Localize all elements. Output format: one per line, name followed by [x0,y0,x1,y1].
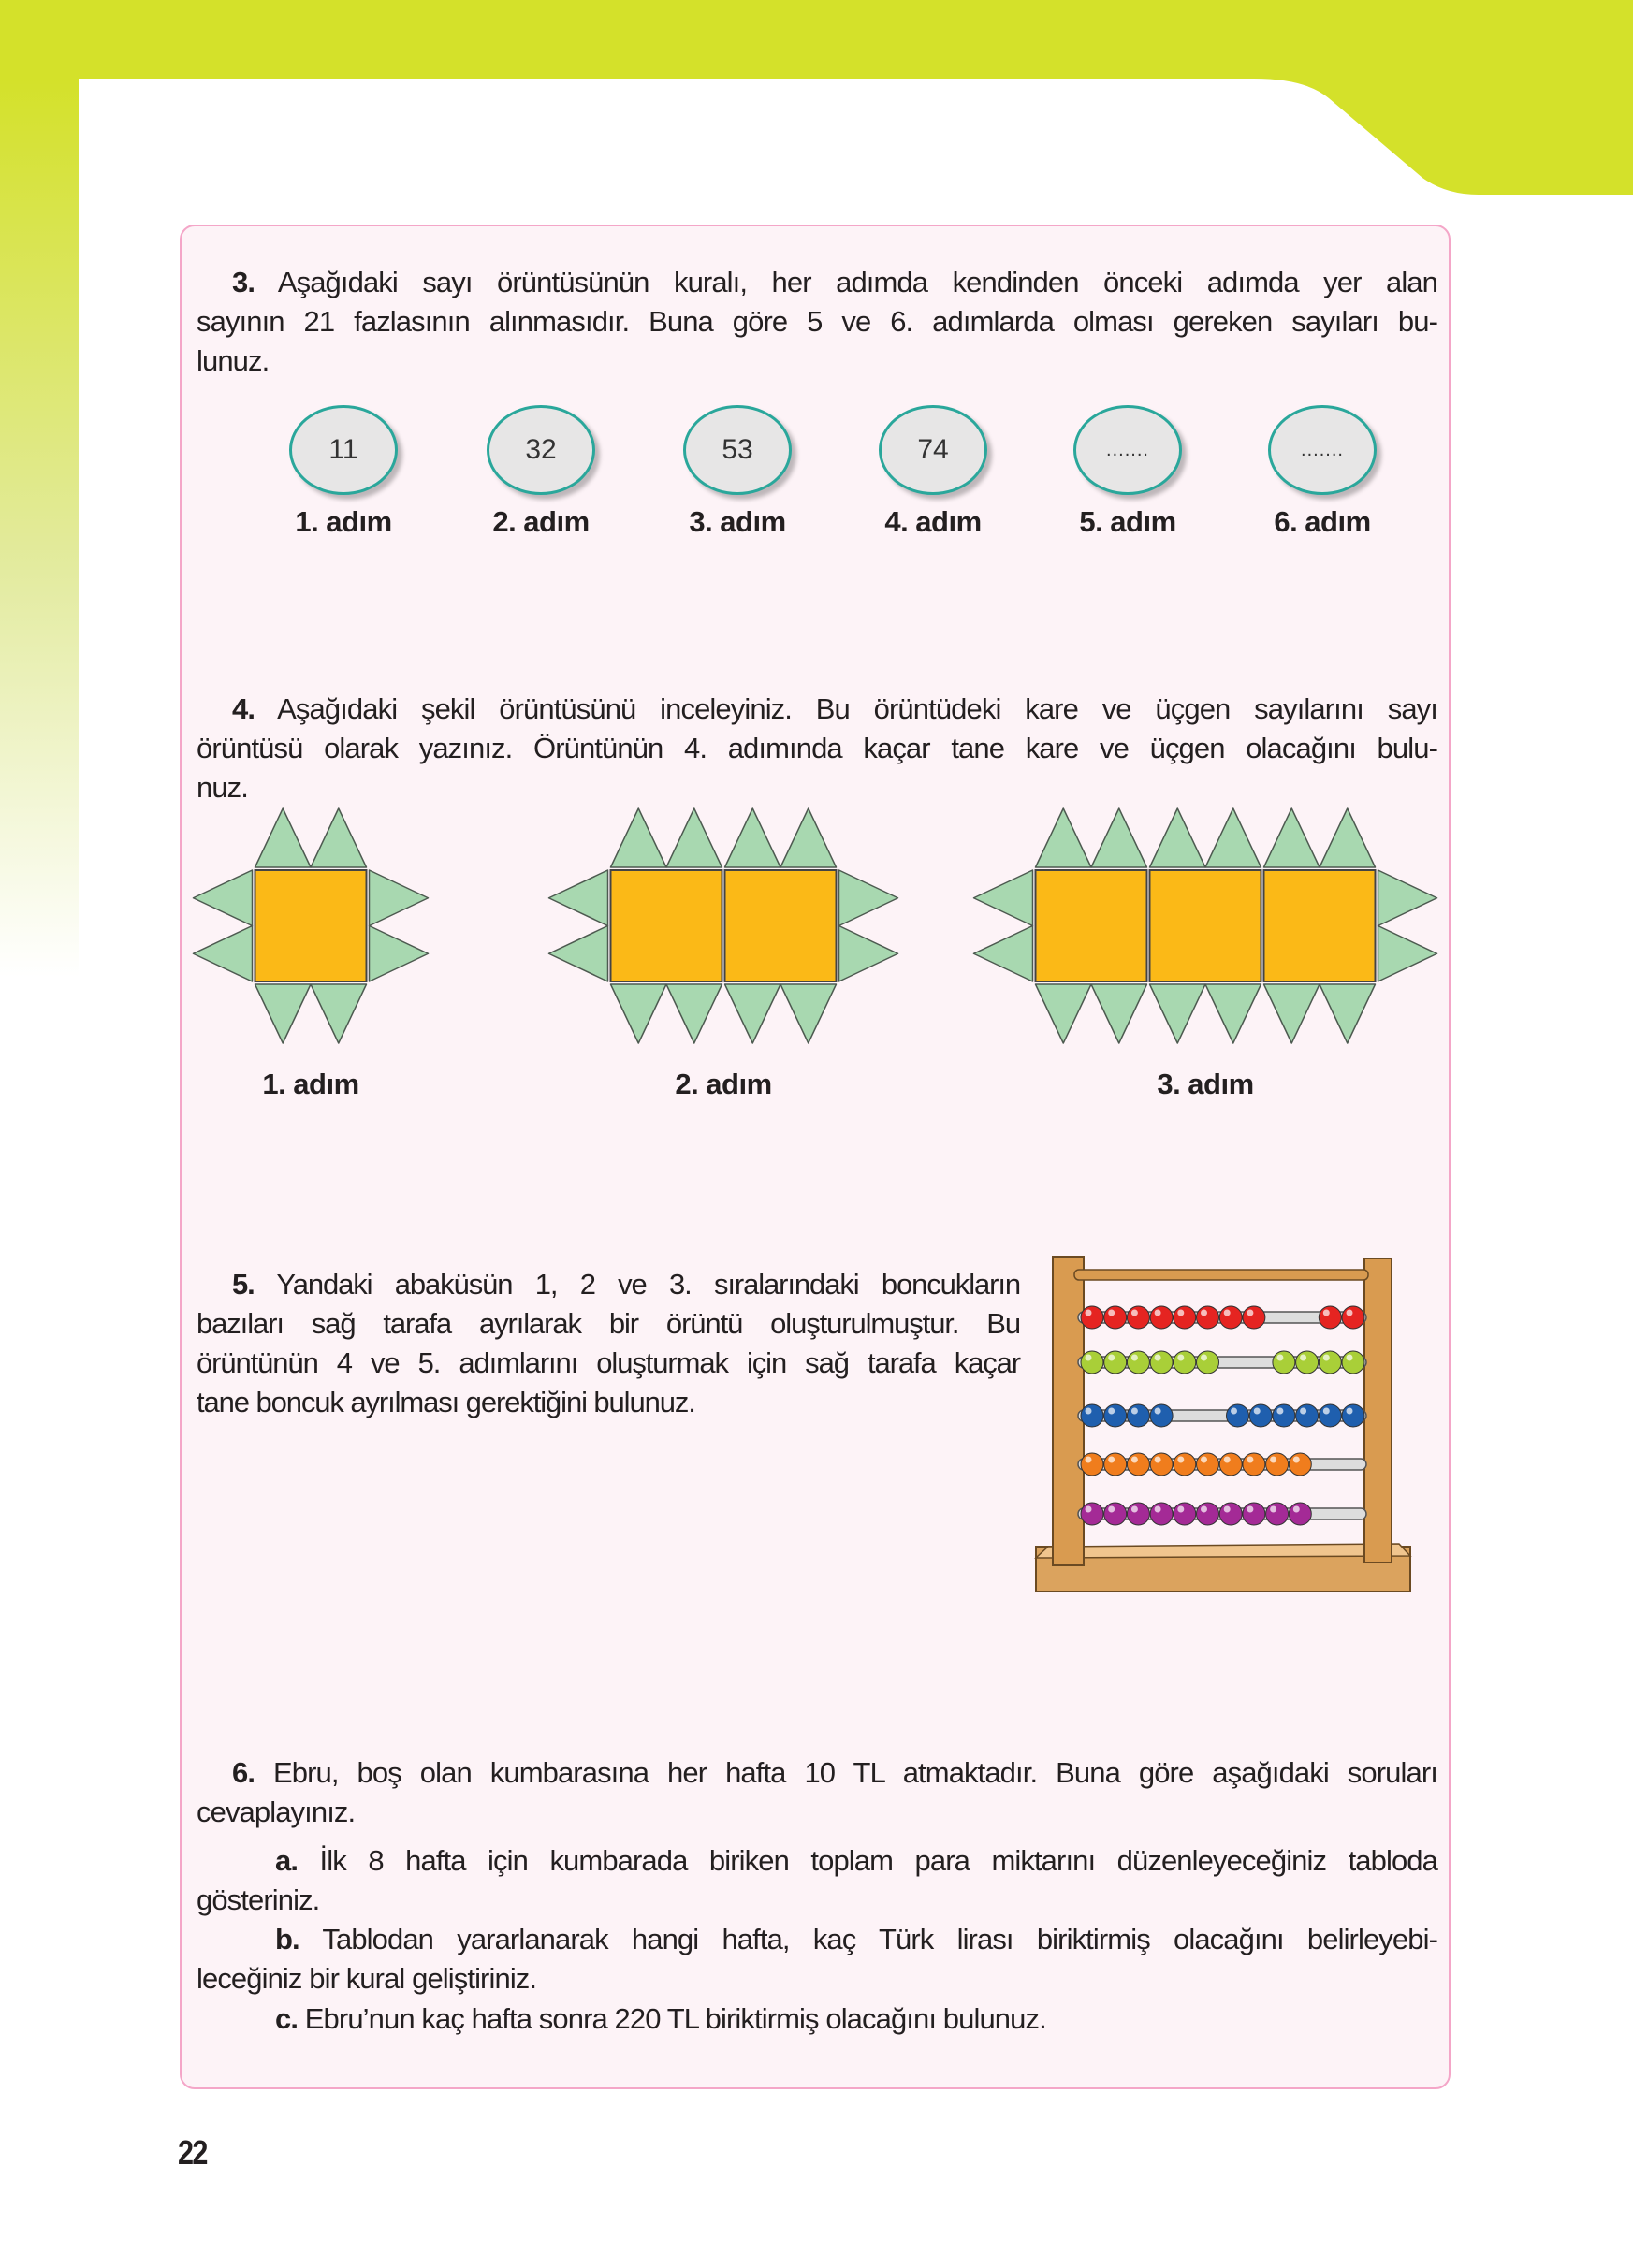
bead [1174,1503,1196,1525]
q6c-letter: c. [275,2002,299,2035]
step-label: 5. adım [1079,505,1176,538]
bead [1342,1306,1364,1329]
q4-step-label-3: 3. adım [1157,1068,1254,1100]
triangle [194,926,253,982]
triangle [194,870,253,926]
bead [1104,1351,1127,1374]
triangle [725,984,781,1043]
triangle [1150,808,1206,867]
bead [1249,1404,1272,1427]
bead-highlight [1270,1506,1276,1513]
abacus-right-post [1364,1258,1392,1563]
bead [1081,1404,1103,1427]
triangle [1205,984,1261,1043]
q4-step-label-1: 1. adım [262,1068,359,1100]
pattern-step-2 [549,808,898,1043]
q6-text: Ebru, boş olan kumbarasına her hafta 10 TL atmaktadır. Buna göre aşağıdaki soruları [273,1756,1437,1789]
bead [1319,1306,1341,1329]
page-number: 22 [178,2133,207,2172]
pattern-step-1 [194,808,429,1043]
bead-highlight [1155,1355,1161,1361]
bead-highlight [1131,1310,1138,1316]
q6c-text: Ebru’nun kaç hafta sonra 220 TL biriktirmiş olacağını bulunuz. [304,2002,1046,2035]
bead [1319,1404,1341,1427]
triangle [666,984,722,1043]
abacus-left-post [1053,1257,1084,1565]
bead-highlight [1155,1506,1161,1513]
bead-highlight [1254,1408,1261,1415]
triangle [1205,808,1261,867]
bead-highlight [1131,1457,1138,1463]
bead [1273,1404,1295,1427]
bead [1174,1306,1196,1329]
q6b-line-2: leceğiniz bir kural geliştiriniz. [197,1962,537,1995]
bead [1127,1404,1149,1427]
bead-highlight [1108,1506,1115,1513]
bead-highlight [1177,1457,1184,1463]
q6-line-1 [197,1753,1437,1793]
step-value-oval: 11 [289,405,398,495]
bead [1104,1306,1127,1329]
bead [1150,1351,1173,1374]
triangle [255,808,312,867]
q6a-letter: a. [275,1844,299,1877]
bead [1174,1351,1196,1374]
bead-highlight [1155,1457,1161,1463]
bead-highlight [1247,1506,1253,1513]
bead-highlight [1155,1408,1161,1415]
triangle [1320,984,1376,1043]
bead [1197,1503,1219,1525]
step-value-oval: ....... [1268,405,1377,495]
bead-highlight [1231,1408,1237,1415]
bead-highlight [1276,1355,1283,1361]
bead [1104,1453,1127,1476]
bead [1342,1351,1364,1374]
bead [1150,1453,1173,1476]
bead [1273,1351,1295,1374]
bead-highlight [1086,1355,1092,1361]
square [255,870,367,981]
bead [1081,1351,1103,1374]
triangle [1091,984,1147,1043]
bead-highlight [1323,1355,1330,1361]
triangle [611,984,667,1043]
triangle [1264,984,1320,1043]
bead-highlight [1323,1310,1330,1316]
step-label: 1. adım [295,505,392,538]
bead-highlight [1347,1408,1353,1415]
q6-number: 6. [232,1756,255,1789]
triangle [666,808,722,867]
bead-highlight [1323,1408,1330,1415]
step-value-oval: ....... [1073,405,1182,495]
bead-highlight [1224,1457,1231,1463]
abacus-row-4 [1078,1453,1366,1476]
abacus-row-5 [1078,1503,1366,1525]
triangle [1150,984,1206,1043]
abacus-base-top [1036,1544,1410,1558]
bead [1127,1351,1149,1374]
triangle [1378,870,1437,926]
abacus-row-1 [1078,1306,1366,1329]
triangle [311,808,367,867]
bead [1319,1351,1341,1374]
bead [1104,1503,1127,1525]
triangle [839,870,898,926]
triangle [1320,808,1376,867]
abacus-row-3 [1078,1404,1366,1427]
bead-highlight [1293,1457,1300,1463]
q6a-text: İlk 8 hafta için kumbarada biriken toplam para miktarını düzenleyeceğiniz tabloda [319,1844,1437,1877]
q3-line-3: lunuz. [197,344,270,377]
bead-highlight [1131,1408,1138,1415]
abacus [1036,1257,1410,1592]
triangle [1378,926,1437,982]
q5-text: Yandaki abaküsün 1, 2 ve 3. sıralarındaki boncukların [276,1268,1021,1301]
bead-highlight [1086,1408,1092,1415]
triangle [839,926,898,982]
bead [1227,1404,1249,1427]
triangle [780,808,837,867]
step-value-oval: 32 [487,405,595,495]
bead-highlight [1347,1310,1353,1316]
bead [1081,1306,1103,1329]
triangle [780,984,837,1043]
q5-number: 5. [232,1268,255,1301]
triangle [549,870,608,926]
bead [1197,1351,1219,1374]
step-label: 3. adım [689,505,786,538]
q4-line-1 [197,690,1437,729]
bead [1150,1404,1173,1427]
bead-highlight [1224,1506,1231,1513]
bead [1127,1503,1149,1525]
bead-highlight [1131,1355,1138,1361]
bead [1197,1453,1219,1476]
bead [1296,1351,1319,1374]
triangle [1036,984,1092,1043]
q4-line-2: örüntüsü olarak yazınız. Örüntünün 4. adımında kaçar tane kare ve üçgen olacağını bulu- [197,732,1437,764]
triangle [974,926,1033,982]
shape-pattern [194,808,1437,1043]
bead-highlight [1347,1355,1353,1361]
bead-highlight [1131,1506,1138,1513]
bead [1150,1306,1173,1329]
step-label: 6. adım [1274,505,1371,538]
q3-line-2: sayının 21 fazlasının alınmasıdır. Buna göre 5 ve 6. adımlarda olması gereken sayıları bu- [197,305,1437,338]
bead-highlight [1201,1310,1207,1316]
bead-highlight [1293,1506,1300,1513]
triangle [1036,808,1092,867]
bead-highlight [1300,1355,1306,1361]
triangle [311,984,367,1043]
bead-highlight [1247,1457,1253,1463]
bead-highlight [1201,1355,1207,1361]
bead [1243,1306,1265,1329]
q4-number: 4. [232,692,255,725]
q6b-text: Tablodan yararlanarak hangi hafta, kaç Türk lirası biriktirmiş olacağını belirleyebi- [322,1923,1438,1955]
q4-step-label-2: 2. adım [675,1068,772,1100]
q6-line-2: cevaplayınız. [197,1796,356,1828]
bead [1266,1453,1289,1476]
bead-highlight [1108,1457,1115,1463]
bead [1127,1453,1149,1476]
q6c-line-1 [197,1999,1437,2039]
triangle [725,808,781,867]
triangle [611,808,667,867]
bead-highlight [1300,1408,1306,1415]
abacus-row-2 [1078,1351,1366,1374]
q3-text: Aşağıdaki sayı örüntüsünün kuralı, her adımda kendinden önceki adımda yer alan [277,266,1437,298]
bead-highlight [1177,1506,1184,1513]
step-label: 2. adım [492,505,590,538]
bead [1174,1453,1196,1476]
pattern-step-3 [974,808,1437,1043]
bead [1081,1453,1103,1476]
bead-highlight [1108,1310,1115,1316]
q4-text: Aşağıdaki şekil örüntüsünü inceleyiniz. Bu örüntüdeki kare ve üçgen sayılarını sayı [277,692,1437,725]
bead [1219,1503,1242,1525]
step-value-oval: 74 [879,405,987,495]
bead [1289,1453,1311,1476]
bead [1150,1503,1173,1525]
triangle [255,984,312,1043]
bead-highlight [1086,1457,1092,1463]
triangle [549,926,608,982]
q3-line-1 [197,263,1437,302]
bead-highlight [1224,1310,1231,1316]
q6b-letter: b. [275,1923,299,1955]
abacus-top-bar [1074,1270,1368,1280]
q6a-line-1 [197,1841,1437,1881]
bead-highlight [1086,1506,1092,1513]
bead [1081,1503,1103,1525]
q5-line-2: bazıları sağ tarafa ayrılarak bir örüntü oluşturulmuştur. Bu [197,1307,1020,1340]
bead-highlight [1247,1310,1253,1316]
bead-highlight [1276,1408,1283,1415]
step-value-oval: 53 [683,405,792,495]
bead-highlight [1177,1355,1184,1361]
square [725,870,837,981]
bead [1342,1404,1364,1427]
square [1264,870,1376,981]
square [1150,870,1261,981]
bead [1243,1503,1265,1525]
square [1036,870,1147,981]
bead-highlight [1177,1310,1184,1316]
bead [1104,1404,1127,1427]
triangle [974,870,1033,926]
square [611,870,722,981]
q5-line-1 [197,1265,1020,1304]
triangle [370,926,429,982]
bead [1266,1503,1289,1525]
bead-highlight [1155,1310,1161,1316]
q6b-line-1 [197,1920,1437,1959]
bead [1296,1404,1319,1427]
triangle [1264,808,1320,867]
bead-highlight [1270,1457,1276,1463]
bead [1127,1306,1149,1329]
bead-highlight [1086,1310,1092,1316]
bead-highlight [1108,1355,1115,1361]
bead-highlight [1108,1408,1115,1415]
q6a-line-2: gösteriniz. [197,1883,320,1916]
bead-highlight [1201,1506,1207,1513]
q4-line-3: nuz. [197,771,248,804]
bead [1197,1306,1219,1329]
bead [1243,1453,1265,1476]
triangle [1091,808,1147,867]
q3-number: 3. [232,266,255,298]
bead-highlight [1201,1457,1207,1463]
q5-line-4: tane boncuk ayrılması gerektiğini bulunuz. [197,1386,695,1418]
bead [1219,1306,1242,1329]
step-label: 4. adım [884,505,982,538]
q5-line-3: örüntünün 4 ve 5. adımlarını oluşturmak için sağ tarafa kaçar [197,1346,1020,1379]
triangle [370,870,429,926]
bead [1289,1503,1311,1525]
bead [1219,1453,1242,1476]
